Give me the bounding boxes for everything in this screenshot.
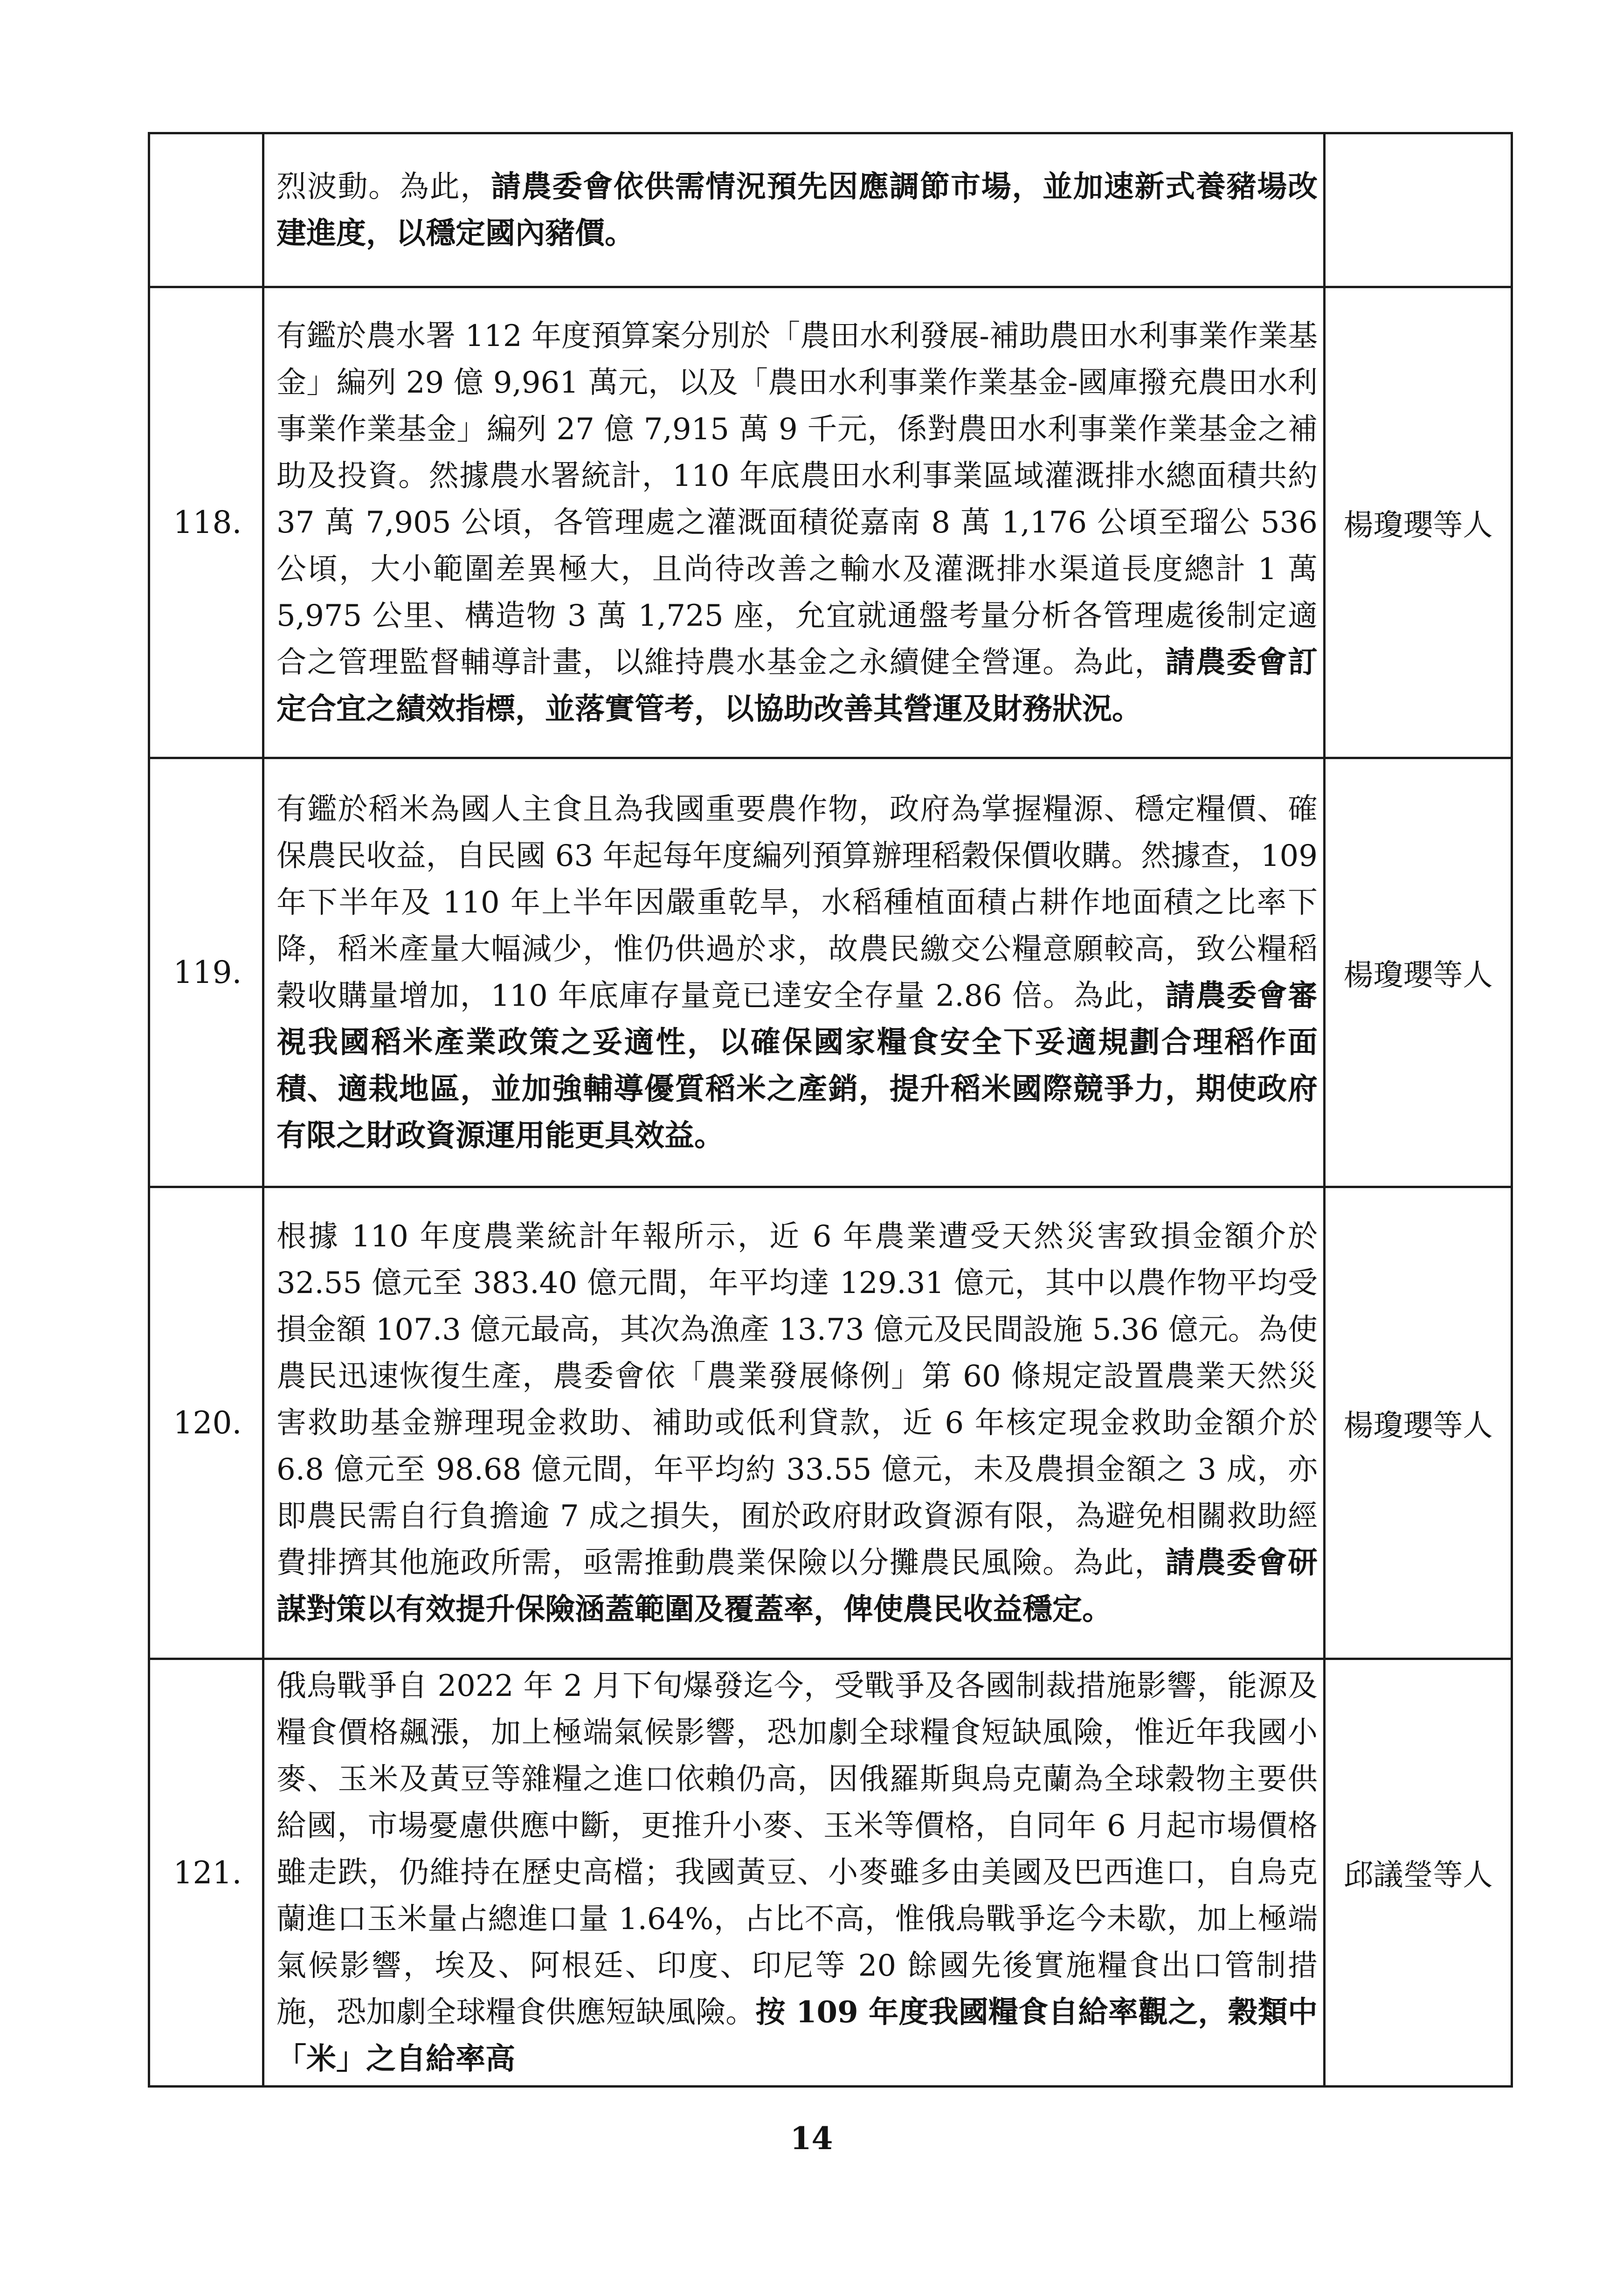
row-content: [263, 1187, 1325, 1659]
row-number: 118.: [149, 287, 263, 758]
row-content: [263, 1659, 1325, 2087]
row-text: 烈波動。為此，: [276, 169, 491, 204]
row-request: 請農委會審視我國稻米產業政策之妥適性，以確保國家糧食安全下妥適規劃合理稻作面積、適栽地區，並加強輔導優質稻米之產銷，提升稻米國際競爭力，期使政府有限之財政資源運用能更具效益。: [276, 978, 1318, 1153]
proposal-table: [148, 132, 1513, 2088]
row-proposer: 楊瓊瓔等人: [1325, 287, 1512, 758]
table-row: [149, 1187, 1512, 1659]
row-proposer: 邱議瑩等人: [1325, 1659, 1512, 2087]
row-request: 請農委會研謀對策以有效提升保險涵蓋範圍及覆蓋率，俾使農民收益穩定。: [276, 1545, 1318, 1627]
row-number: [149, 133, 263, 287]
row-text: 俄烏戰爭自 2022 年 2 月下旬爆發迄今，受戰爭及各國制裁措施影響，能源及糧食價格飆漲，加上極端氣候影響，恐加劇全球糧食短缺風險，惟近年我國小麥、玉米及黃豆等雜糧之進口依賴仍高，因俄羅斯與烏克蘭為全球穀物主要供給國，市場憂慮供應中斷，更推升小麥、玉米等價格，自同年 6 月起市場價格雖走跌，仍維持在歷史高檔；我國黃豆、小麥雖多由美國及巴西進口，自烏克蘭進口玉米量占總進口量 1.64%，占比不高，惟俄烏戰爭迄今未歇，加上極端氣候影響，埃及、阿根廷、印度、印尼等 20 餘國先後實施糧食出口管制措施，恐加劇全球糧食供應短缺風險。: [276, 1669, 1318, 2030]
table-row: [149, 133, 1512, 287]
row-number: 121.: [149, 1659, 263, 2087]
row-request: 請農委會依供需情況預先因應調節市場，並加速新式養豬場改建進度，以穩定國內豬價。: [276, 169, 1318, 251]
row-request: 請農委會訂定合宜之績效指標，並落實管考，以協助改善其營運及財務狀況。: [276, 644, 1318, 726]
table-row: [149, 287, 1512, 758]
row-request: 按 109 年度我國糧食自給率觀之，穀類中「米」之自給率高: [276, 1995, 1318, 2076]
row-number: 120.: [149, 1187, 263, 1659]
row-proposer: 楊瓊瓔等人: [1325, 1187, 1512, 1659]
row-content: [263, 287, 1325, 758]
row-proposer: [1325, 133, 1512, 287]
table-row: [149, 1659, 1512, 2087]
row-text: 有鑑於稻米為國人主食且為我國重要農作物，政府為掌握糧源、穩定糧價、確保農民收益，自民國 63 年起每年度編列預算辦理稻穀保價收購。然據查，109 年下半年及 110 年上半年因嚴重乾旱，水稻種植面積占耕作地面積之比率下降，稻米產量大幅減少，惟仍供過於求，故農民繳交公糧意願較高，致公糧稻穀收購量增加，110 年底庫存量竟已達安全存量 2.86 倍。為此，: [276, 792, 1318, 1013]
row-proposer: 楊瓊瓔等人: [1325, 758, 1512, 1187]
row-number: 119.: [149, 758, 263, 1187]
row-text: 有鑑於農水署 112 年度預算案分別於「農田水利發展-補助農田水利事業作業基金」編列 29 億 9,961 萬元，以及「農田水利事業作業基金-國庫撥充農田水利事業作業基金」編列 27 億 7,915 萬 9 千元，係對農田水利事業作業基金之補助及投資。然據農水署統計，110 年底農田水利事業區域灌溉排水總面積共約 37 萬 7,905 公頃，各管理處之灌溉面積從嘉南 8 萬 1,176 公頃至瑠公 536 公頃，大小範圍差異極大，且尚待改善之輸水及灌溉排水渠道長度總計 1 萬 5,975 公里、構造物 3 萬 1,725 座，允宜就通盤考量分析各管理處後制定適合之管理監督輔導計畫，以維持農水基金之永續健全營運。為此，: [276, 318, 1318, 680]
row-content: [263, 133, 1325, 287]
row-text: 根據 110 年度農業統計年報所示，近 6 年農業遭受天然災害致損金額介於 32.55 億元至 383.40 億元間，年平均達 129.31 億元，其中以農作物平均受損金額 107.3 億元最高，其次為漁產 13.73 億元及民間設施 5.36 億元。為使農民迅速恢復生產，農委會依「農業發展條例」第 60 條規定設置農業天然災害救助基金辦理現金救助、補助或低利貸款，近 6 年核定現金救助金額介於 6.8 億元至 98.68 億元間，年平均約 33.55 億元，未及農損金額之 3 成，亦即農民需自行負擔逾 7 成之損失，囿於政府財政資源有限，為避免相關救助經費排擠其他施政所需，亟需推動農業保險以分攤農民風險。為此，: [276, 1219, 1318, 1580]
row-content: [263, 758, 1325, 1187]
table-row: [149, 758, 1512, 1187]
page-number: 14: [790, 2120, 833, 2157]
